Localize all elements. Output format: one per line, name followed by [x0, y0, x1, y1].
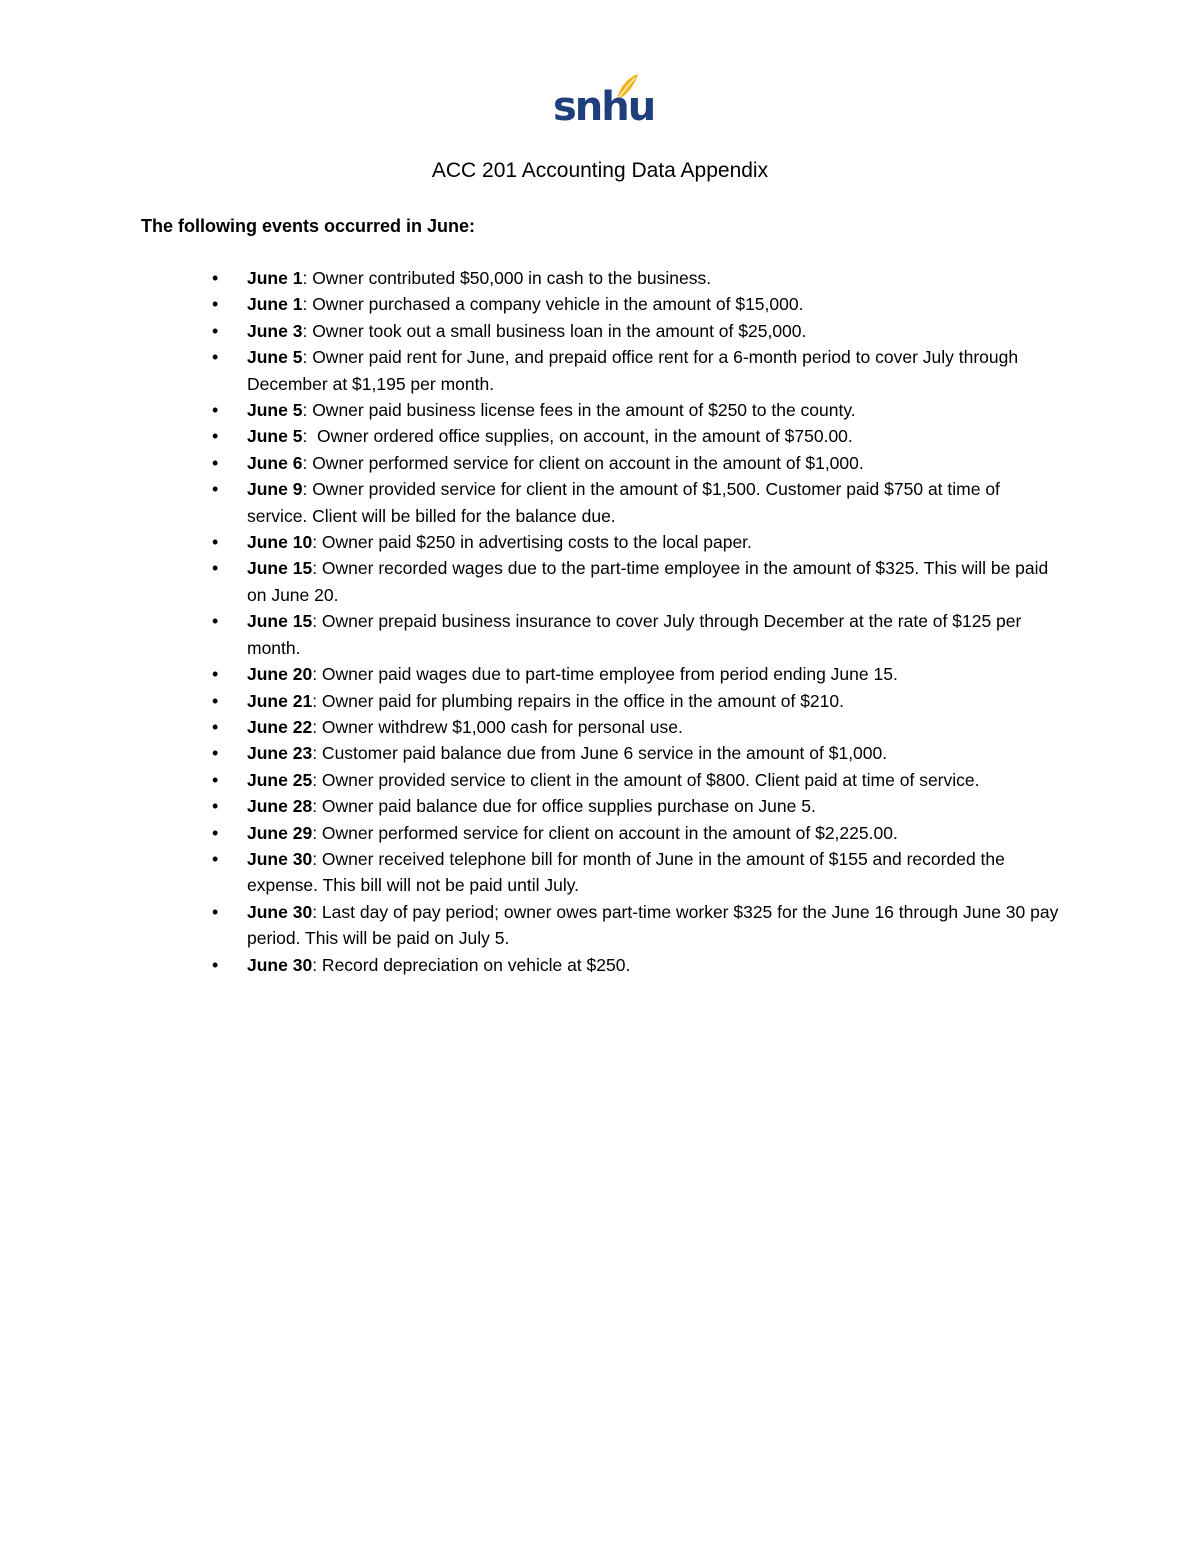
event-item [141, 555, 1061, 608]
bullet-icon: • [212, 743, 219, 764]
event-date-colon: : [312, 848, 318, 869]
event-date-colon: : [312, 716, 318, 737]
event-item [141, 688, 1061, 714]
bullet-icon: • [212, 479, 219, 500]
bullet-icon: • [212, 426, 219, 447]
events-list [141, 265, 1064, 978]
event-item [141, 344, 1061, 397]
bullet-icon: • [212, 294, 219, 315]
event-date: June 30 [247, 848, 313, 869]
event-date: June 15 [247, 558, 313, 579]
event-date: June 5 [247, 426, 303, 447]
event-description: Owner provided service to client in the amount of $800. Client paid at time of service. [317, 769, 980, 790]
event-date-colon: : [312, 664, 318, 685]
event-description: Owner purchased a company vehicle in the amount of $15,000. [307, 294, 804, 315]
event-date: June 1 [247, 294, 303, 315]
event-date: June 3 [247, 320, 303, 341]
event-description: Record depreciation on vehicle at $250. [317, 954, 631, 975]
event-description: Owner paid $250 in advertising costs to the local paper. [317, 532, 752, 553]
bullet-icon: • [212, 320, 219, 341]
event-description: Owner received telephone bill for month of June in the amount of $155 and recorded the expense. This bill will not be paid until July. [247, 848, 1010, 896]
event-date-colon: : [312, 743, 318, 764]
event-date: June 6 [247, 452, 303, 473]
event-item [141, 793, 1061, 819]
event-item [141, 450, 1061, 476]
event-date: June 10 [247, 532, 313, 553]
event-item [141, 318, 1061, 344]
bullet-icon: • [212, 796, 219, 817]
logo-wordmark: snhu [553, 84, 655, 130]
bullet-icon: • [212, 611, 219, 632]
event-date: June 29 [247, 822, 313, 843]
event-description: Owner paid balance due for office supplies purchase on June 5. [317, 796, 816, 817]
event-description: Owner performed service for client on account in the amount of $2,225.00. [317, 822, 898, 843]
event-item [141, 608, 1061, 661]
event-date: June 30 [247, 901, 313, 922]
event-description: Owner withdrew $1,000 cash for personal use. [317, 716, 683, 737]
bullet-icon: • [212, 848, 219, 869]
bullet-icon: • [212, 822, 219, 843]
event-date: June 5 [247, 347, 303, 368]
event-date-colon: : [312, 822, 318, 843]
bullet-icon: • [212, 347, 219, 368]
event-item [141, 767, 1061, 793]
event-date: June 30 [247, 954, 313, 975]
event-item [141, 899, 1064, 952]
event-item [141, 820, 1061, 846]
event-item [141, 291, 1061, 317]
event-date-colon: : [302, 479, 308, 500]
event-description: Owner recorded wages due to the part-time employee in the amount of $325. This will be paid on June 20. [247, 558, 1054, 605]
event-date-colon: : [302, 294, 308, 315]
event-date-colon: : [302, 268, 308, 288]
event-item [141, 661, 1061, 687]
event-description: Owner paid rent for June, and prepaid office rent for a 6-month period to cover July through December at $1,195 per month. [247, 347, 1023, 394]
event-date-colon: : [312, 690, 318, 711]
bullet-icon: • [212, 901, 219, 922]
event-date: June 15 [247, 611, 313, 632]
event-description: Owner performed service for client on account in the amount of $1,000. [307, 452, 864, 473]
bullet-icon: • [212, 452, 219, 473]
event-date-colon: : [312, 611, 318, 632]
event-date-colon: : [302, 320, 308, 341]
event-date: June 23 [247, 743, 313, 764]
event-description: Owner paid business license fees in the amount of $250 to the county. [307, 400, 856, 421]
event-date-colon: : [302, 426, 308, 447]
event-date-colon: : [312, 558, 318, 579]
event-description: Owner contributed $50,000 in cash to the business. [307, 268, 712, 288]
event-item [141, 714, 1061, 740]
event-description: Owner ordered office supplies, on account, in the amount of $750.00. [307, 426, 853, 447]
event-date: June 21 [247, 690, 313, 711]
event-date: June 9 [247, 479, 303, 500]
event-item [141, 397, 1061, 423]
event-description: Owner paid for plumbing repairs in the office in the amount of $210. [317, 690, 844, 711]
event-date: June 25 [247, 769, 313, 790]
event-description: Owner took out a small business loan in the amount of $25,000. [307, 320, 807, 341]
event-item [141, 952, 1061, 978]
event-item [141, 476, 1061, 529]
event-description: Owner paid wages due to part-time employee from period ending June 15. [317, 664, 898, 685]
bullet-icon: • [212, 690, 219, 711]
bullet-icon: • [212, 558, 219, 579]
event-date-colon: : [302, 347, 308, 368]
event-description: Owner prepaid business insurance to cover July through December at the rate of $125 per month. [247, 611, 1027, 658]
event-description: Owner provided service for client in the amount of $1,500. Customer paid $750 at time of service. Client will be billed for the balance due. [247, 479, 1005, 526]
bullet-icon: • [212, 268, 219, 288]
bullet-icon: • [212, 716, 219, 737]
event-item [141, 529, 1061, 555]
event-date-colon: : [312, 901, 318, 922]
intro-heading: The following events occurred in June: [141, 216, 476, 236]
event-description: Last day of pay period; owner owes part-time worker $325 for the June 16 through June 30 pay period. This will be paid on July 5. [247, 901, 1064, 949]
event-item [141, 846, 1061, 899]
event-date: June 22 [247, 716, 313, 737]
event-date-colon: : [312, 954, 318, 975]
event-date-colon: : [302, 452, 308, 473]
bullet-icon: • [212, 664, 219, 685]
snhu-logo [553, 72, 655, 132]
document-title: ACC 201 Accounting Data Appendix [431, 159, 769, 182]
event-description: Customer paid balance due from June 6 service in the amount of $1,000. [317, 743, 888, 764]
event-date: June 20 [247, 664, 313, 685]
bullet-icon: • [212, 954, 219, 975]
event-date-colon: : [302, 400, 308, 421]
event-date-colon: : [312, 532, 318, 553]
bullet-icon: • [212, 400, 219, 421]
event-date: June 28 [247, 796, 313, 817]
event-item [141, 740, 1061, 766]
event-date-colon: : [312, 796, 318, 817]
event-date: June 5 [247, 400, 303, 421]
bullet-icon: • [212, 532, 219, 553]
bullet-icon: • [212, 769, 219, 790]
event-item [141, 265, 1061, 291]
event-date-colon: : [312, 769, 318, 790]
event-date: June 1 [247, 268, 303, 288]
event-item [141, 423, 1061, 449]
